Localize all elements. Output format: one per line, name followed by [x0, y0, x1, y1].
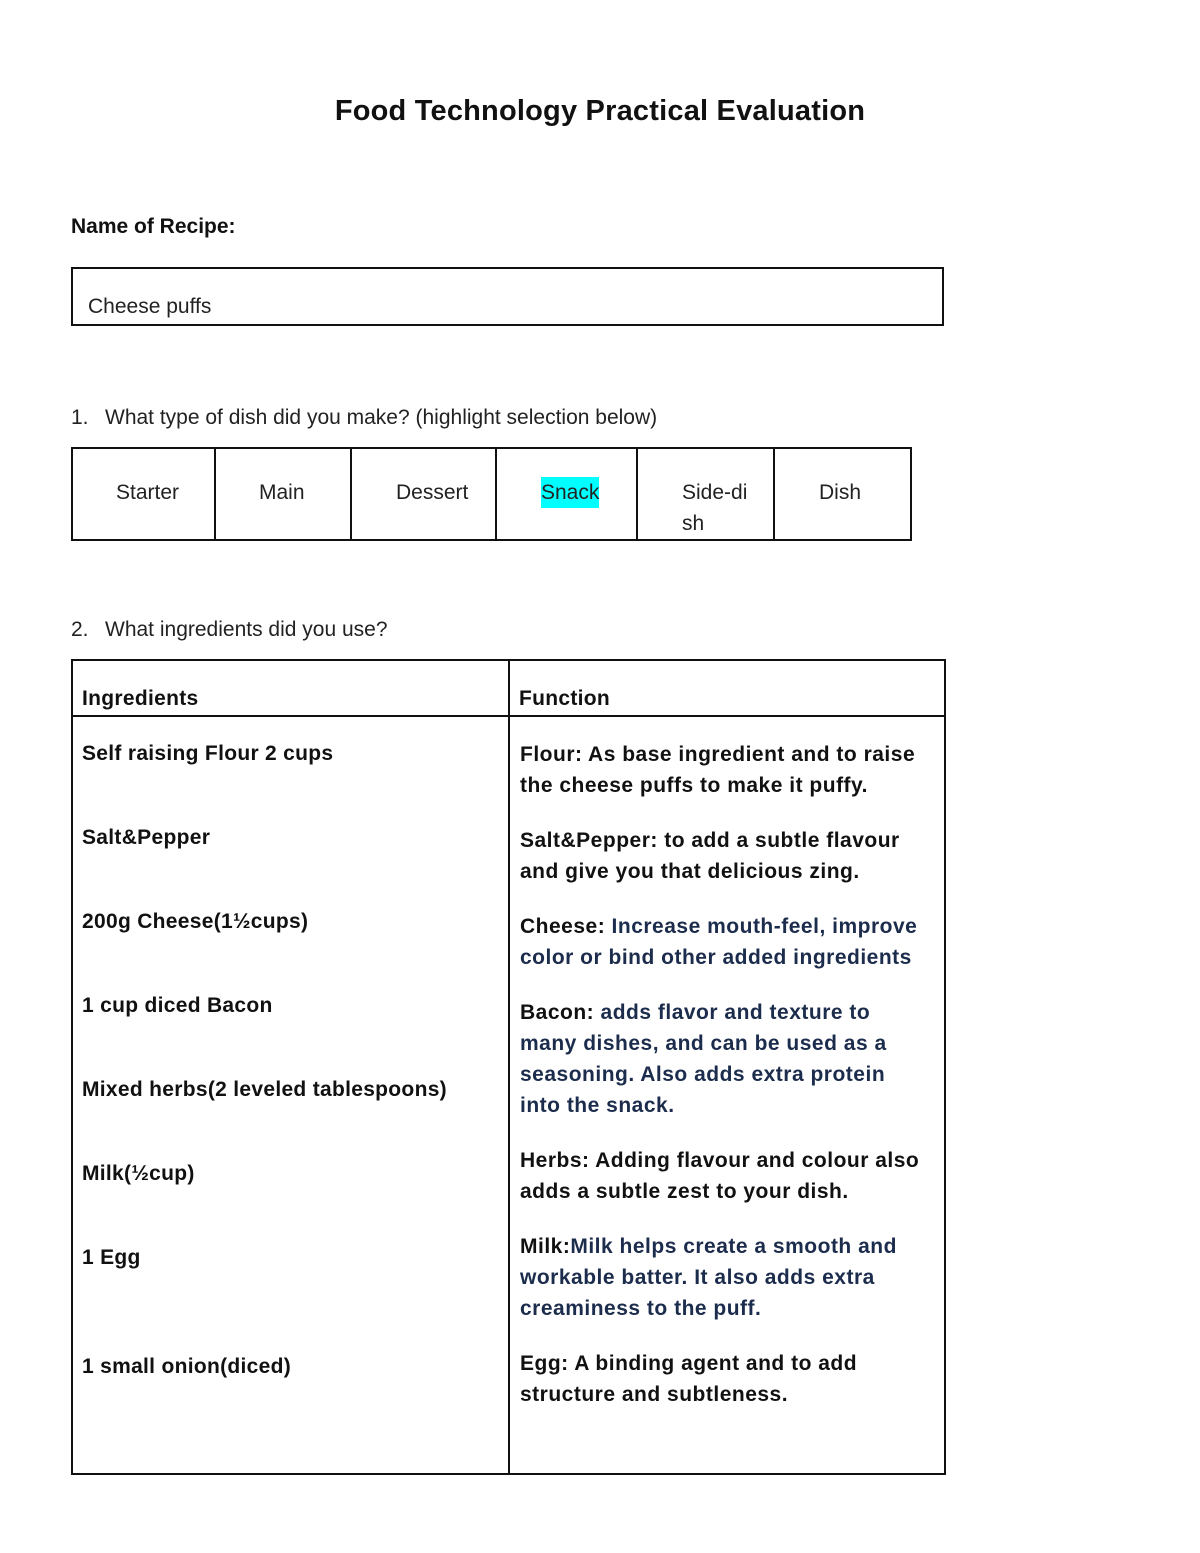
function-label: Bacon:: [520, 1001, 601, 1024]
function-item: [520, 1231, 930, 1324]
ingredient-item: 1 cup diced Bacon: [82, 994, 273, 1017]
ingredient-item: Salt&Pepper: [82, 826, 211, 849]
ingredient-item: 1 small onion(diced): [82, 1355, 292, 1378]
function-label: Salt&Pepper: to add a subtle flavour and give you that delicious zing.: [520, 829, 900, 883]
function-item: [520, 1348, 930, 1410]
question-1-number: 1.: [71, 406, 89, 429]
dish-option-snack[interactable]: [496, 448, 637, 540]
page-title: Food Technology Practical Evaluation: [334, 95, 866, 127]
recipe-name-value: Cheese puffs: [88, 295, 212, 318]
function-detail: Milk helps create a smooth and workable batter. It also adds extra creaminess to the puff.: [520, 1235, 897, 1320]
ingredient-item: Mixed herbs(2 leveled tablespoons): [82, 1078, 447, 1101]
function-label: Cheese:: [520, 915, 612, 938]
question-2-number: 2.: [71, 618, 89, 641]
ingredient-item: 1 Egg: [82, 1246, 141, 1269]
ingredient-item: 200g Cheese(1½cups): [82, 910, 309, 933]
dish-option-label: Starter: [116, 481, 180, 504]
function-item: [520, 825, 930, 887]
question-2: [71, 618, 388, 642]
function-label: Milk:: [520, 1235, 571, 1258]
function-item: [520, 997, 930, 1121]
function-label: Egg: A binding agent and to add structure and subtleness.: [520, 1352, 858, 1406]
dish-option-label: Dish: [819, 481, 862, 504]
dish-option-label: Dessert: [396, 481, 469, 504]
dish-option-main[interactable]: [215, 448, 351, 540]
question-1-text: What type of dish did you make? (highlight selection below): [105, 406, 658, 429]
ingredients-header: Ingredients: [72, 660, 509, 716]
recipe-name-label: Name of Recipe:: [71, 215, 236, 238]
ingredients-table: [71, 659, 946, 1475]
dish-option-label-line2: sh: [682, 512, 705, 535]
dish-option-label: Main: [259, 481, 305, 504]
function-detail: Increase mouth-feel, improve color or bind other added ingredients: [520, 915, 918, 969]
function-label: Herbs: Adding flavour and colour also adds a subtle zest to your dish.: [520, 1149, 920, 1203]
dish-option-dish[interactable]: [774, 448, 911, 540]
dish-option-dessert[interactable]: [351, 448, 496, 540]
functions-cell: [509, 716, 945, 1474]
function-label: Flour: As base ingredient and to raise the cheese puffs to make it puffy.: [520, 743, 916, 797]
function-item: [520, 911, 930, 973]
ingredients-cell: [72, 716, 509, 1474]
function-item: [520, 1145, 930, 1207]
dish-type-table: [71, 447, 912, 541]
function-header: Function: [509, 660, 945, 716]
dish-option-side-dish[interactable]: [637, 448, 774, 540]
function-item: [520, 739, 930, 801]
question-1: [71, 406, 657, 430]
dish-option-label-line1: Side-di: [682, 481, 748, 504]
recipe-name-field[interactable]: [71, 267, 944, 326]
ingredient-item: Milk(½cup): [82, 1162, 195, 1185]
ingredient-item: Self raising Flour 2 cups: [82, 742, 334, 765]
question-2-text: What ingredients did you use?: [105, 618, 388, 641]
function-detail: adds flavor and texture to many dishes, and can be used as a seasoning. Also adds extra protein into the snack.: [520, 1001, 887, 1117]
dish-option-label-selected: Snack: [541, 477, 599, 508]
dish-option-starter[interactable]: [72, 448, 215, 540]
